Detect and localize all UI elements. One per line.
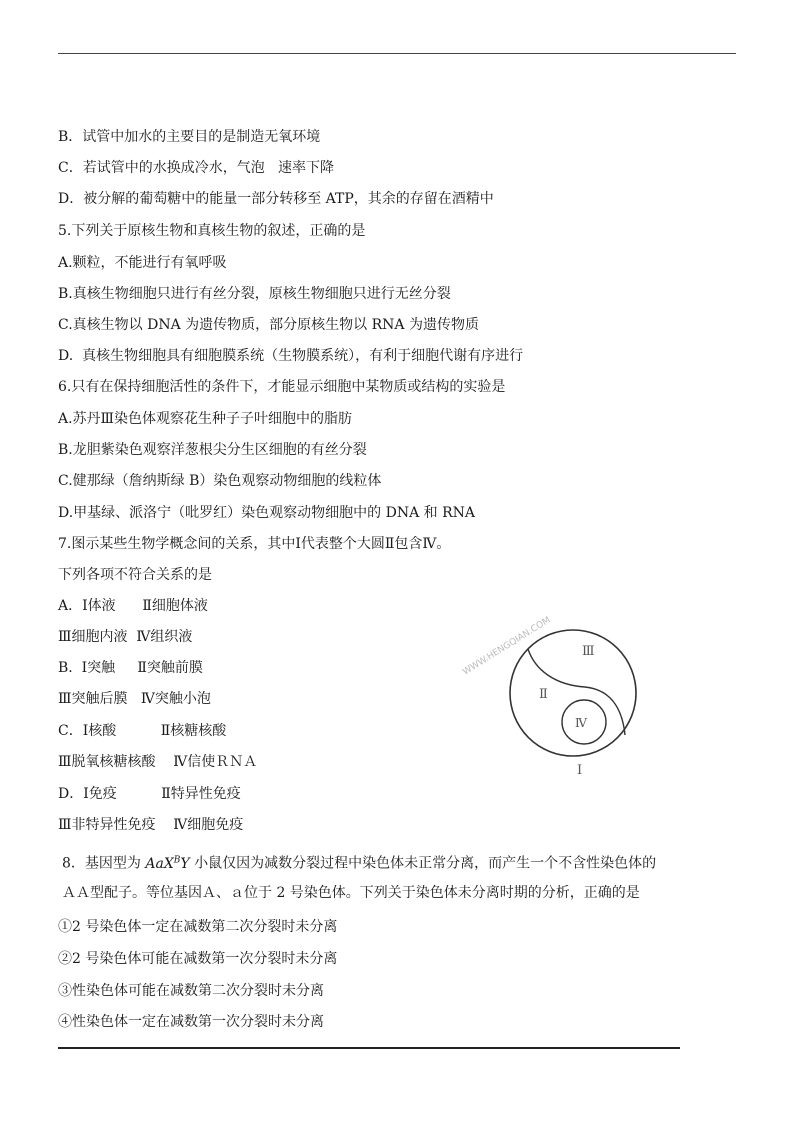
q7-option-c-line1: C．Ⅰ核酸 Ⅱ核糖核酸 (58, 723, 227, 739)
q8-statement-3: ③性染色体可能在减数第二次分裂时未分离 (58, 983, 324, 999)
q7-option-b-line2: Ⅲ突触后膜 Ⅳ突触小泡 (58, 691, 211, 707)
label-II: Ⅱ (539, 687, 548, 702)
q6-option-b: B.龙胆紫染色观察洋葱根尖分生区细胞的有丝分裂 (58, 442, 367, 458)
question-6-stem: 6.只有在保持细胞活性的条件下，才能显示细胞中某物质或结构的实验是 (58, 379, 506, 395)
label-IV: Ⅳ (575, 716, 587, 730)
q6-option-d: D.甲基绿、派洛宁（吡罗红）染色观察动物细胞中的 DNA 和 RNA (58, 505, 476, 521)
question-7-prompt: 下列各项不符合关系的是 (58, 567, 212, 583)
footer-rule (58, 1047, 680, 1049)
concept-diagram (455, 575, 655, 785)
q8-statement-2: ②2 号染色体可能在减数第一次分裂时未分离 (58, 951, 338, 967)
option-d-line: D．被分解的葡萄糖中的能量一部分转移至 ATP，其余的存留在酒精中 (58, 191, 494, 207)
q7-option-d-line2: Ⅲ非特异性免疫 Ⅳ细胞免疫 (58, 817, 244, 833)
genotype-math: AaX$^B$Y (145, 855, 190, 872)
option-c-line: C．若试管中的水换成冷水，气泡 速率下降 (58, 160, 335, 176)
q8-stem-suffix: 小鼠仅因为减数分裂过程中染色体未正常分离，而产生一个不含性染色体的 (189, 855, 657, 872)
header-rule (58, 53, 736, 54)
q7-option-a-line2: Ⅲ细胞内液 Ⅳ组织液 (58, 629, 193, 645)
question-8-stem-cont: ＡＡ型配子。等位基因Ａ、ａ位于 2 号染色体。下列关于染色体未分离时期的分析，正确的是 (62, 885, 640, 901)
option-b-line: B．试管中加水的主要目的是制造无氧环境 (58, 129, 321, 145)
q7-option-a-line1: A．Ⅰ体液 Ⅱ细胞体液 (58, 598, 208, 614)
q8-statement-1: ①2 号染色体一定在减数第二次分裂时未分离 (58, 919, 338, 935)
q7-option-c-line2: Ⅲ脱氧核糖核酸 Ⅳ信使ＲＮＡ (58, 754, 258, 770)
q5-option-d: D. 真核生物细胞具有细胞膜系统（生物膜系统），有利于细胞代谢有序进行 (58, 348, 524, 364)
label-III: Ⅲ (582, 644, 595, 659)
circle-I (510, 630, 636, 756)
q6-option-a: A.苏丹Ⅲ染色体观察花生种子子叶细胞中的脂肪 (58, 411, 353, 427)
q5-option-a: A.颗粒，不能进行有氧呼吸 (58, 255, 227, 271)
question-7-stem: 7.图示某些生物学概念间的关系，其中Ⅰ代表整个大圆Ⅱ包含Ⅳ。 (58, 536, 451, 552)
q8-statement-4: ④性染色体一定在减数第一次分裂时未分离 (58, 1014, 324, 1030)
q8-stem-prefix: 8．基因型为 (62, 855, 146, 872)
label-I: Ⅰ (577, 763, 583, 778)
q6-option-c: C.健那绿（詹纳斯绿 B）染色观察动物细胞的线粒体 (58, 473, 382, 489)
q7-option-d-line1: D．Ⅰ免疫 Ⅱ特异性免疫 (58, 786, 241, 802)
watermark-text: WWW.HENGQIAN.COM (461, 615, 553, 678)
q5-option-c: C.真核生物以 DNA 为遗传物质，部分原核生物以 RNA 为遗传物质 (58, 317, 479, 333)
question-5-stem: 5.下列关于原核生物和真核生物的叙述，正确的是 (58, 223, 366, 239)
question-8-stem (62, 851, 656, 873)
q7-option-b-line1: B. Ⅰ突触 Ⅱ突触前膜 (58, 660, 203, 676)
q5-option-b: B.真核生物细胞只进行有丝分裂，原核生物细胞只进行无丝分裂 (58, 286, 451, 302)
